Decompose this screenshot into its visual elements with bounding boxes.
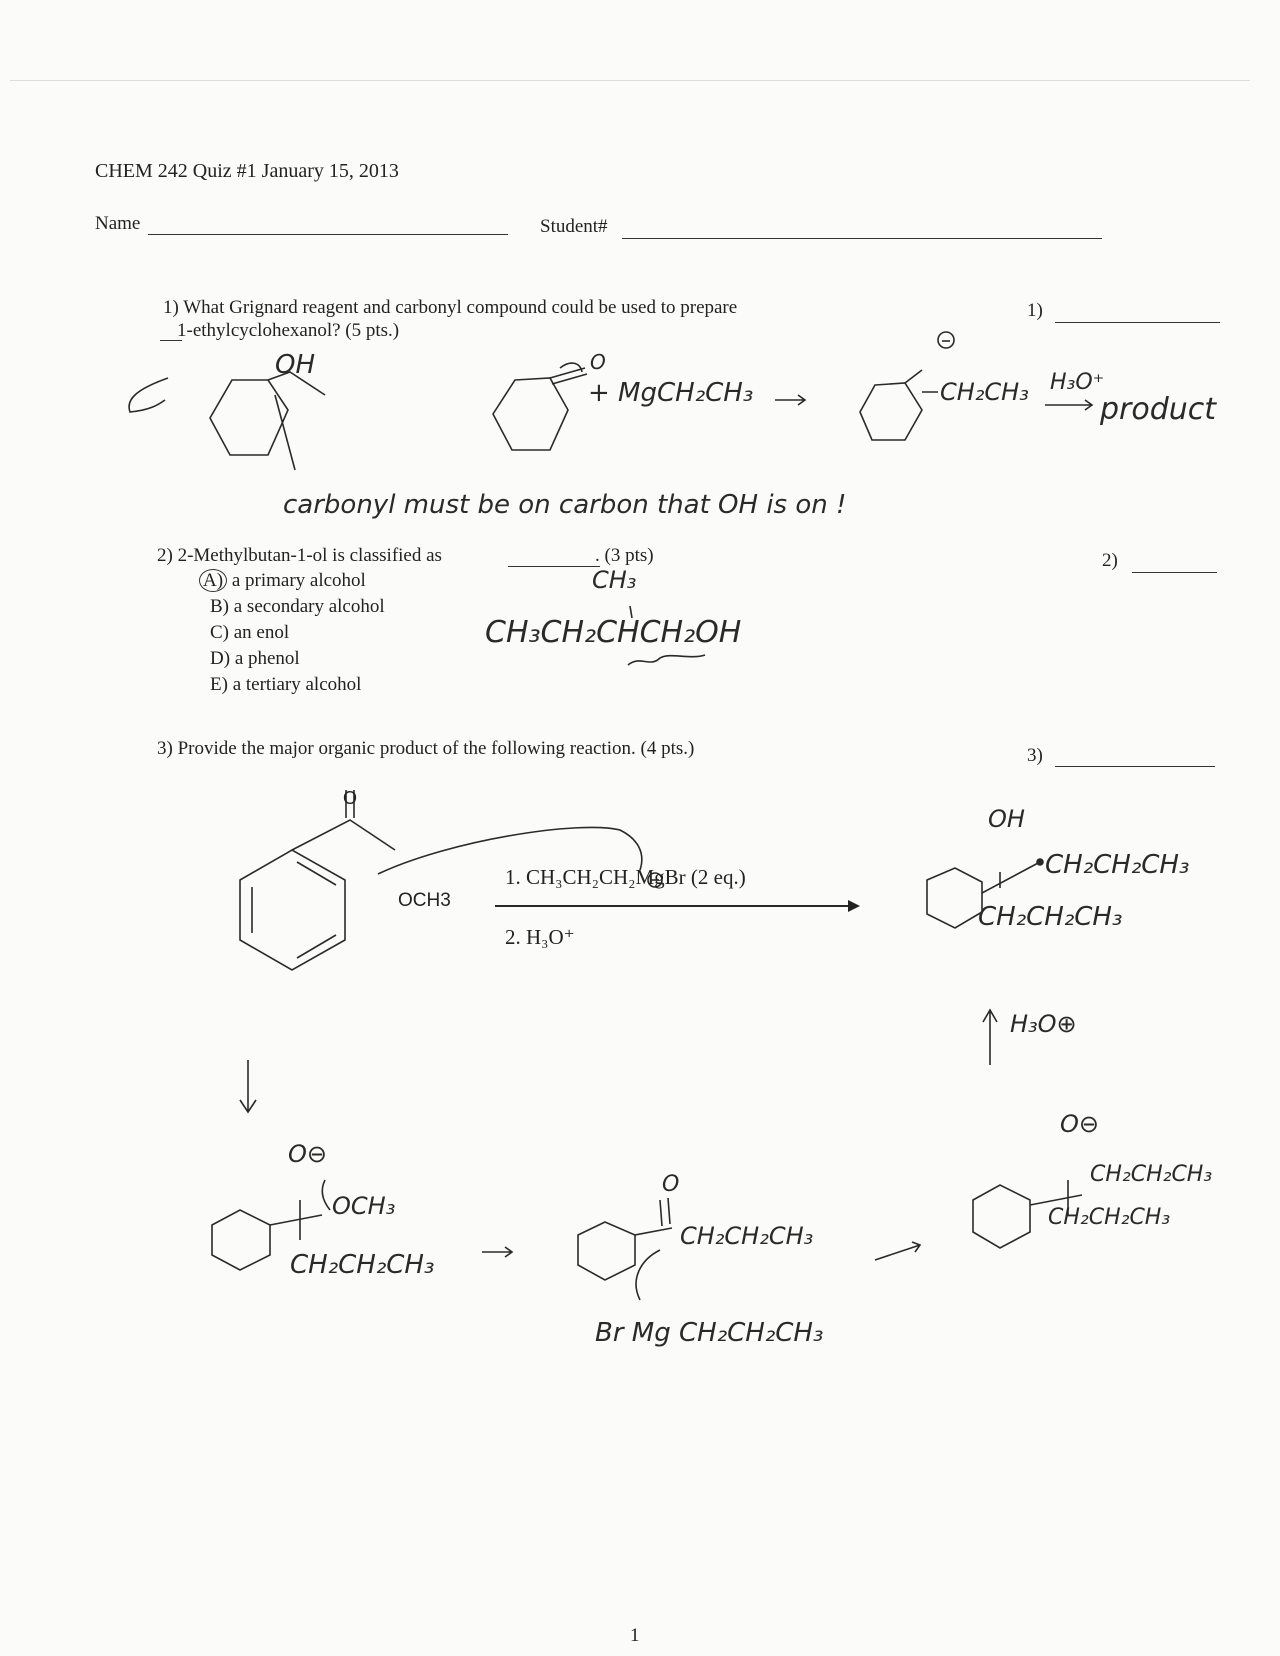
q1-line2: 1-ethylcyclohexanol? (5 pts.): [177, 320, 400, 341]
quiz-title: CHEM 242 Quiz #1 January 15, 2013: [95, 160, 399, 182]
q1-h3o: H₃O⁺: [1050, 370, 1105, 395]
reactant-och3: OCH3: [398, 890, 451, 911]
q2-choice-c-letter: C): [210, 622, 229, 643]
q2-choice-a-letter: A): [199, 569, 227, 592]
reaction-step1: 1. CH₃CH₂CH₂MgBr (2 eq.): [505, 865, 746, 889]
product-r2: CH₂CH₂CH₃: [978, 902, 1123, 932]
intermediate1-ring: [212, 1210, 270, 1270]
q1-reagent: + MgCH₂CH₃: [588, 378, 754, 408]
intermediate2-ring: [578, 1222, 635, 1280]
product-r1: CH₂CH₂CH₃: [1045, 850, 1190, 880]
cyclohexane-ring: [210, 380, 288, 455]
q2-choice-b-letter: B): [210, 596, 229, 617]
q2-choice-b[interactable]: [210, 596, 385, 618]
q2-choice-e[interactable]: [210, 674, 361, 696]
page-number: 1: [630, 1625, 640, 1646]
student-label: Student#: [540, 216, 608, 237]
q3-answer-field[interactable]: [1055, 766, 1215, 767]
reaction-step2: 2. H₃O⁺: [505, 925, 575, 949]
int1-o: O⊖: [288, 1140, 327, 1168]
product-ring: [927, 868, 982, 928]
benzene-ring: [240, 850, 345, 970]
q3-stem: 3) Provide the major organic product of the following reaction. (4 pts.): [157, 738, 695, 759]
int3-r1: CH₂CH₂CH₃: [1090, 1162, 1213, 1187]
q1-product-text: product: [1100, 392, 1217, 427]
q2-points: . (3 pts): [595, 545, 654, 566]
q2-answer-label: 2): [1102, 550, 1118, 571]
q2-ch3: CH₃: [592, 566, 637, 594]
int2-o: O: [662, 1172, 680, 1197]
q1-line1: 1) What Grignard reagent and carbonyl compound could be used to prepare: [163, 297, 738, 318]
q2-choice-e-text: a tertiary alcohol: [232, 674, 362, 695]
q1-intermediate: CH₂CH₃: [940, 378, 1029, 406]
q2-choice-a[interactable]: [199, 570, 366, 592]
int1-och3: OCH₃: [332, 1192, 396, 1220]
q2-choice-a-text: a primary alcohol: [231, 570, 366, 591]
q3-h3o: H₃O⊕: [1010, 1010, 1077, 1038]
q1-oh: OH: [275, 350, 316, 380]
q1-note: carbonyl must be on carbon that OH is on !: [283, 490, 847, 520]
q2-choice-d-text: a phenol: [234, 648, 300, 669]
q2-choice-d[interactable]: [210, 648, 300, 670]
int3-r2: CH₂CH₂CH₃: [1048, 1205, 1171, 1230]
q2-choice-d-letter: D): [210, 648, 231, 669]
cyclohexanone-ring: [493, 378, 568, 450]
q2-choice-c-text: an enol: [233, 622, 290, 643]
q3-answer-label: 3): [1027, 745, 1043, 766]
q2-blank[interactable]: [508, 566, 600, 567]
int3-o: O⊖: [1060, 1110, 1099, 1138]
int1-r: CH₂CH₂CH₃: [290, 1250, 435, 1280]
q2-stem: 2) 2-Methylbutan-1-ol is classified as: [157, 545, 442, 566]
intermediate3-ring: [973, 1185, 1030, 1248]
q2-choice-c[interactable]: [210, 622, 289, 644]
int2-r: CH₂CH₂CH₃: [680, 1222, 814, 1250]
int2-grignard: Br Mg CH₂CH₂CH₃: [595, 1318, 824, 1348]
q1-carbonyl-o: O: [590, 350, 606, 374]
product-oh: OH: [988, 805, 1025, 833]
q2-choice-e-letter: E): [210, 674, 228, 695]
name-label: Name: [95, 213, 141, 234]
q2-formula: CH₃CH₂CHCH₂OH: [485, 615, 742, 650]
q1-answer-label: 1): [1027, 300, 1043, 321]
reactant-carbonyl-o: O: [343, 788, 358, 808]
alkoxide-ring: [860, 383, 922, 440]
q2-choice-b-text: a secondary alcohol: [233, 596, 385, 617]
q2-answer-field[interactable]: [1132, 572, 1217, 573]
